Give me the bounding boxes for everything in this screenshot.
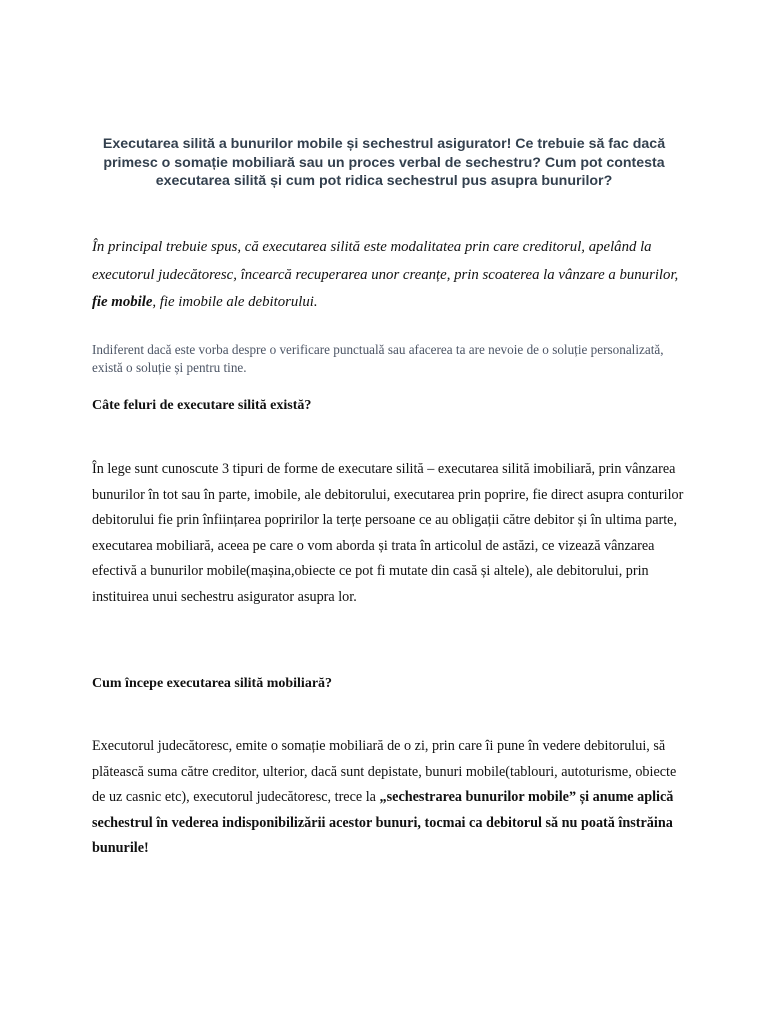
intro-text-start: În principal trebuie spus, că executarea silită este modalitatea prin care creditorul, apelând la executorul judecătoresc, încearcă recuperarea unor creanțe, prin scoaterea la vânzare a bunurilor,: [92, 239, 679, 283]
section-heading-types: Câte feluri de executare silită există?: [92, 398, 312, 413]
document-title: Executarea silită a bunurilor mobile și sechestrul asigurator! Ce trebuie să fac dacă primesc o somație mobiliară sau un proces verbal de sechestru? Cum pot contesta executarea silită și cum pot ridica sechestrul pus asupra bunurilor?: [102, 136, 666, 189]
start-paragraph: [92, 734, 692, 862]
intro-bold-text: fie mobile: [92, 294, 153, 310]
intro-text-end: , fie imobile ale debitorului.: [152, 294, 318, 310]
section-heading-start: Cum începe executarea silită mobiliară?: [92, 676, 333, 691]
intro-paragraph: [92, 234, 692, 317]
types-paragraph: În lege sunt cunoscute 3 tipuri de forme de executare silită – executarea silită imobiliară, prin vânzarea bunurilor în tot sau în parte, imobile, ale debitorului, executarea prin poprire, fie direct asupra conturilor debitorului fie prin înființarea popririlor la terțe persoane ce au obligații către debitor și în ultima parte, executarea mobiliară, aceea pe care o vom aborda și trata în articolul de astăzi, ce vizează vânzarea efectivă a bunurilor mobile(mașina,obiecte ce pot fi mutate din casă și altele), ale debitorului, prin instituirea unui sechestru asigurator asupra lor.: [92, 461, 684, 605]
start-bold-text: „sechestrarea bunurilor mobile” și anume aplică sechestrul în vederea indisponibilizării acestor bunuri, tocmai ca debitorul să nu poată înstrăina bunurile!: [92, 789, 674, 856]
promo-paragraph: Indiferent dacă este vorba despre o verificare punctuală sau afacerea ta are nevoie de o soluție personalizată, există o soluție și pentru tine.: [92, 342, 664, 375]
start-text: Executorul judecătoresc, emite o somație mobiliară de o zi, prin care îi pune în vedere debitorului, să plătească suma către creditor, ulterior, dacă sunt depistate, bunuri mobile(tablouri, autoturisme, obiecte de uz casnic etc), executorul judecătoresc, trece la: [92, 738, 677, 805]
